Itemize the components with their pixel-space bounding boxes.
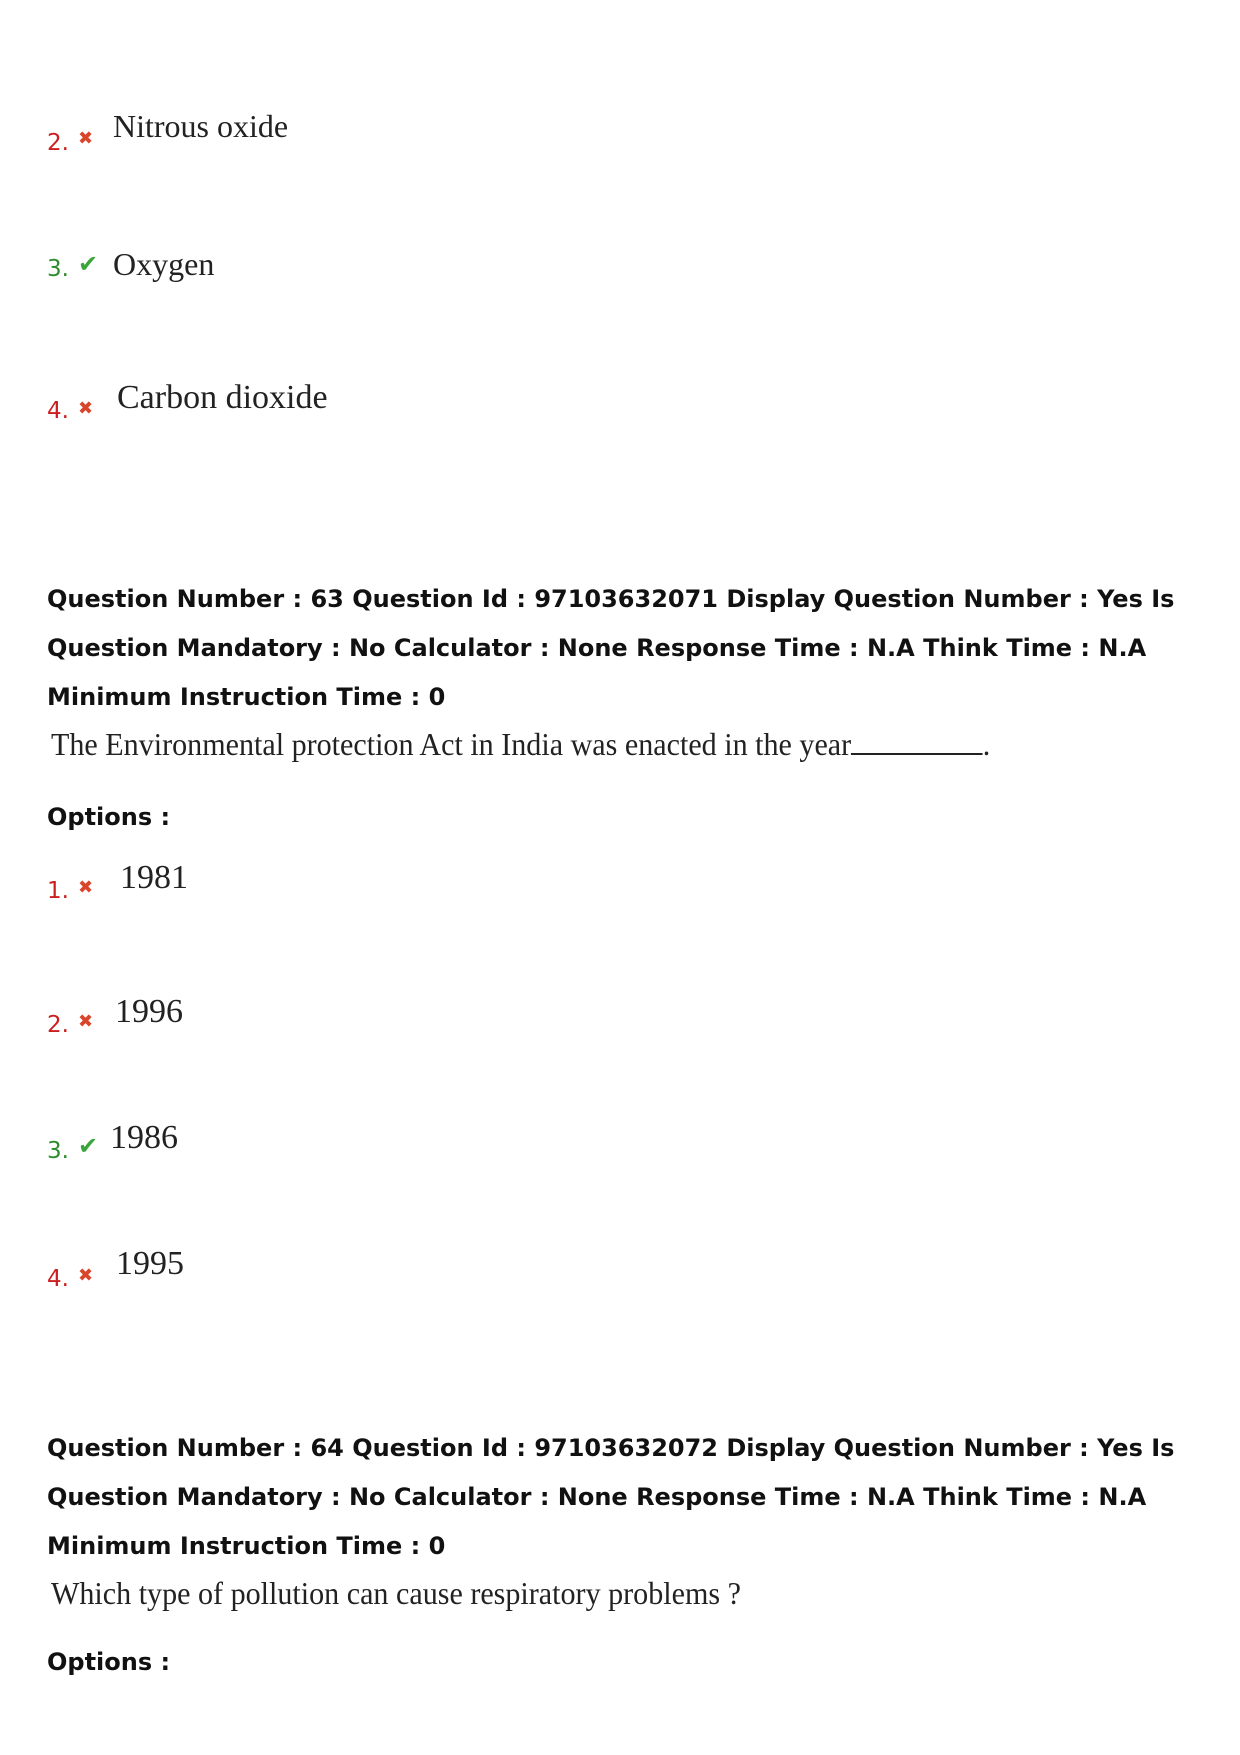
option-number: 4. xyxy=(47,1266,69,1292)
cross-icon: ✖ xyxy=(78,877,94,898)
question-63-text xyxy=(51,726,990,763)
option-text: Carbon dioxide xyxy=(117,379,328,416)
option-number: 4. xyxy=(47,398,69,424)
option-text: 1981 xyxy=(120,859,188,896)
check-icon: ✔ xyxy=(78,1132,99,1160)
question-63-metadata: Question Number : 63 Question Id : 97103632071 Display Question Number : Yes Is Question Mandatory : No Calculator : None Response Time : N.A Think Time : N.A Minimum Instruction Time : 0 xyxy=(47,585,1175,711)
cross-icon: ✖ xyxy=(78,1011,94,1032)
question-end: . xyxy=(982,726,991,762)
option-number: 2. xyxy=(47,130,69,156)
question-64-metadata: Question Number : 64 Question Id : 97103632072 Display Question Number : Yes Is Question Mandatory : No Calculator : None Response Time : N.A Think Time : N.A Minimum Instruction Time : 0 xyxy=(47,1434,1175,1560)
check-icon: ✔ xyxy=(78,250,99,278)
question-64-text: Which type of pollution can cause respiratory problems ? xyxy=(51,1575,741,1611)
option-number: 3. xyxy=(47,1138,69,1164)
option-text: 1986 xyxy=(110,1119,178,1156)
cross-icon: ✖ xyxy=(78,398,94,419)
answer-blank xyxy=(851,727,983,755)
options-label: Options : xyxy=(47,1648,171,1676)
question-text: The Environmental protection Act in India was enacted in the year xyxy=(51,726,852,762)
option-number: 2. xyxy=(47,1012,69,1038)
option-text: 1995 xyxy=(116,1245,184,1282)
option-number: 3. xyxy=(47,256,69,282)
options-label: Options : xyxy=(47,803,171,831)
cross-icon: ✖ xyxy=(78,128,94,149)
option-text: Nitrous oxide xyxy=(113,108,289,144)
option-text: 1996 xyxy=(115,993,183,1030)
option-text: Oxygen xyxy=(113,246,215,282)
cross-icon: ✖ xyxy=(78,1265,94,1286)
option-number: 1. xyxy=(47,878,69,904)
